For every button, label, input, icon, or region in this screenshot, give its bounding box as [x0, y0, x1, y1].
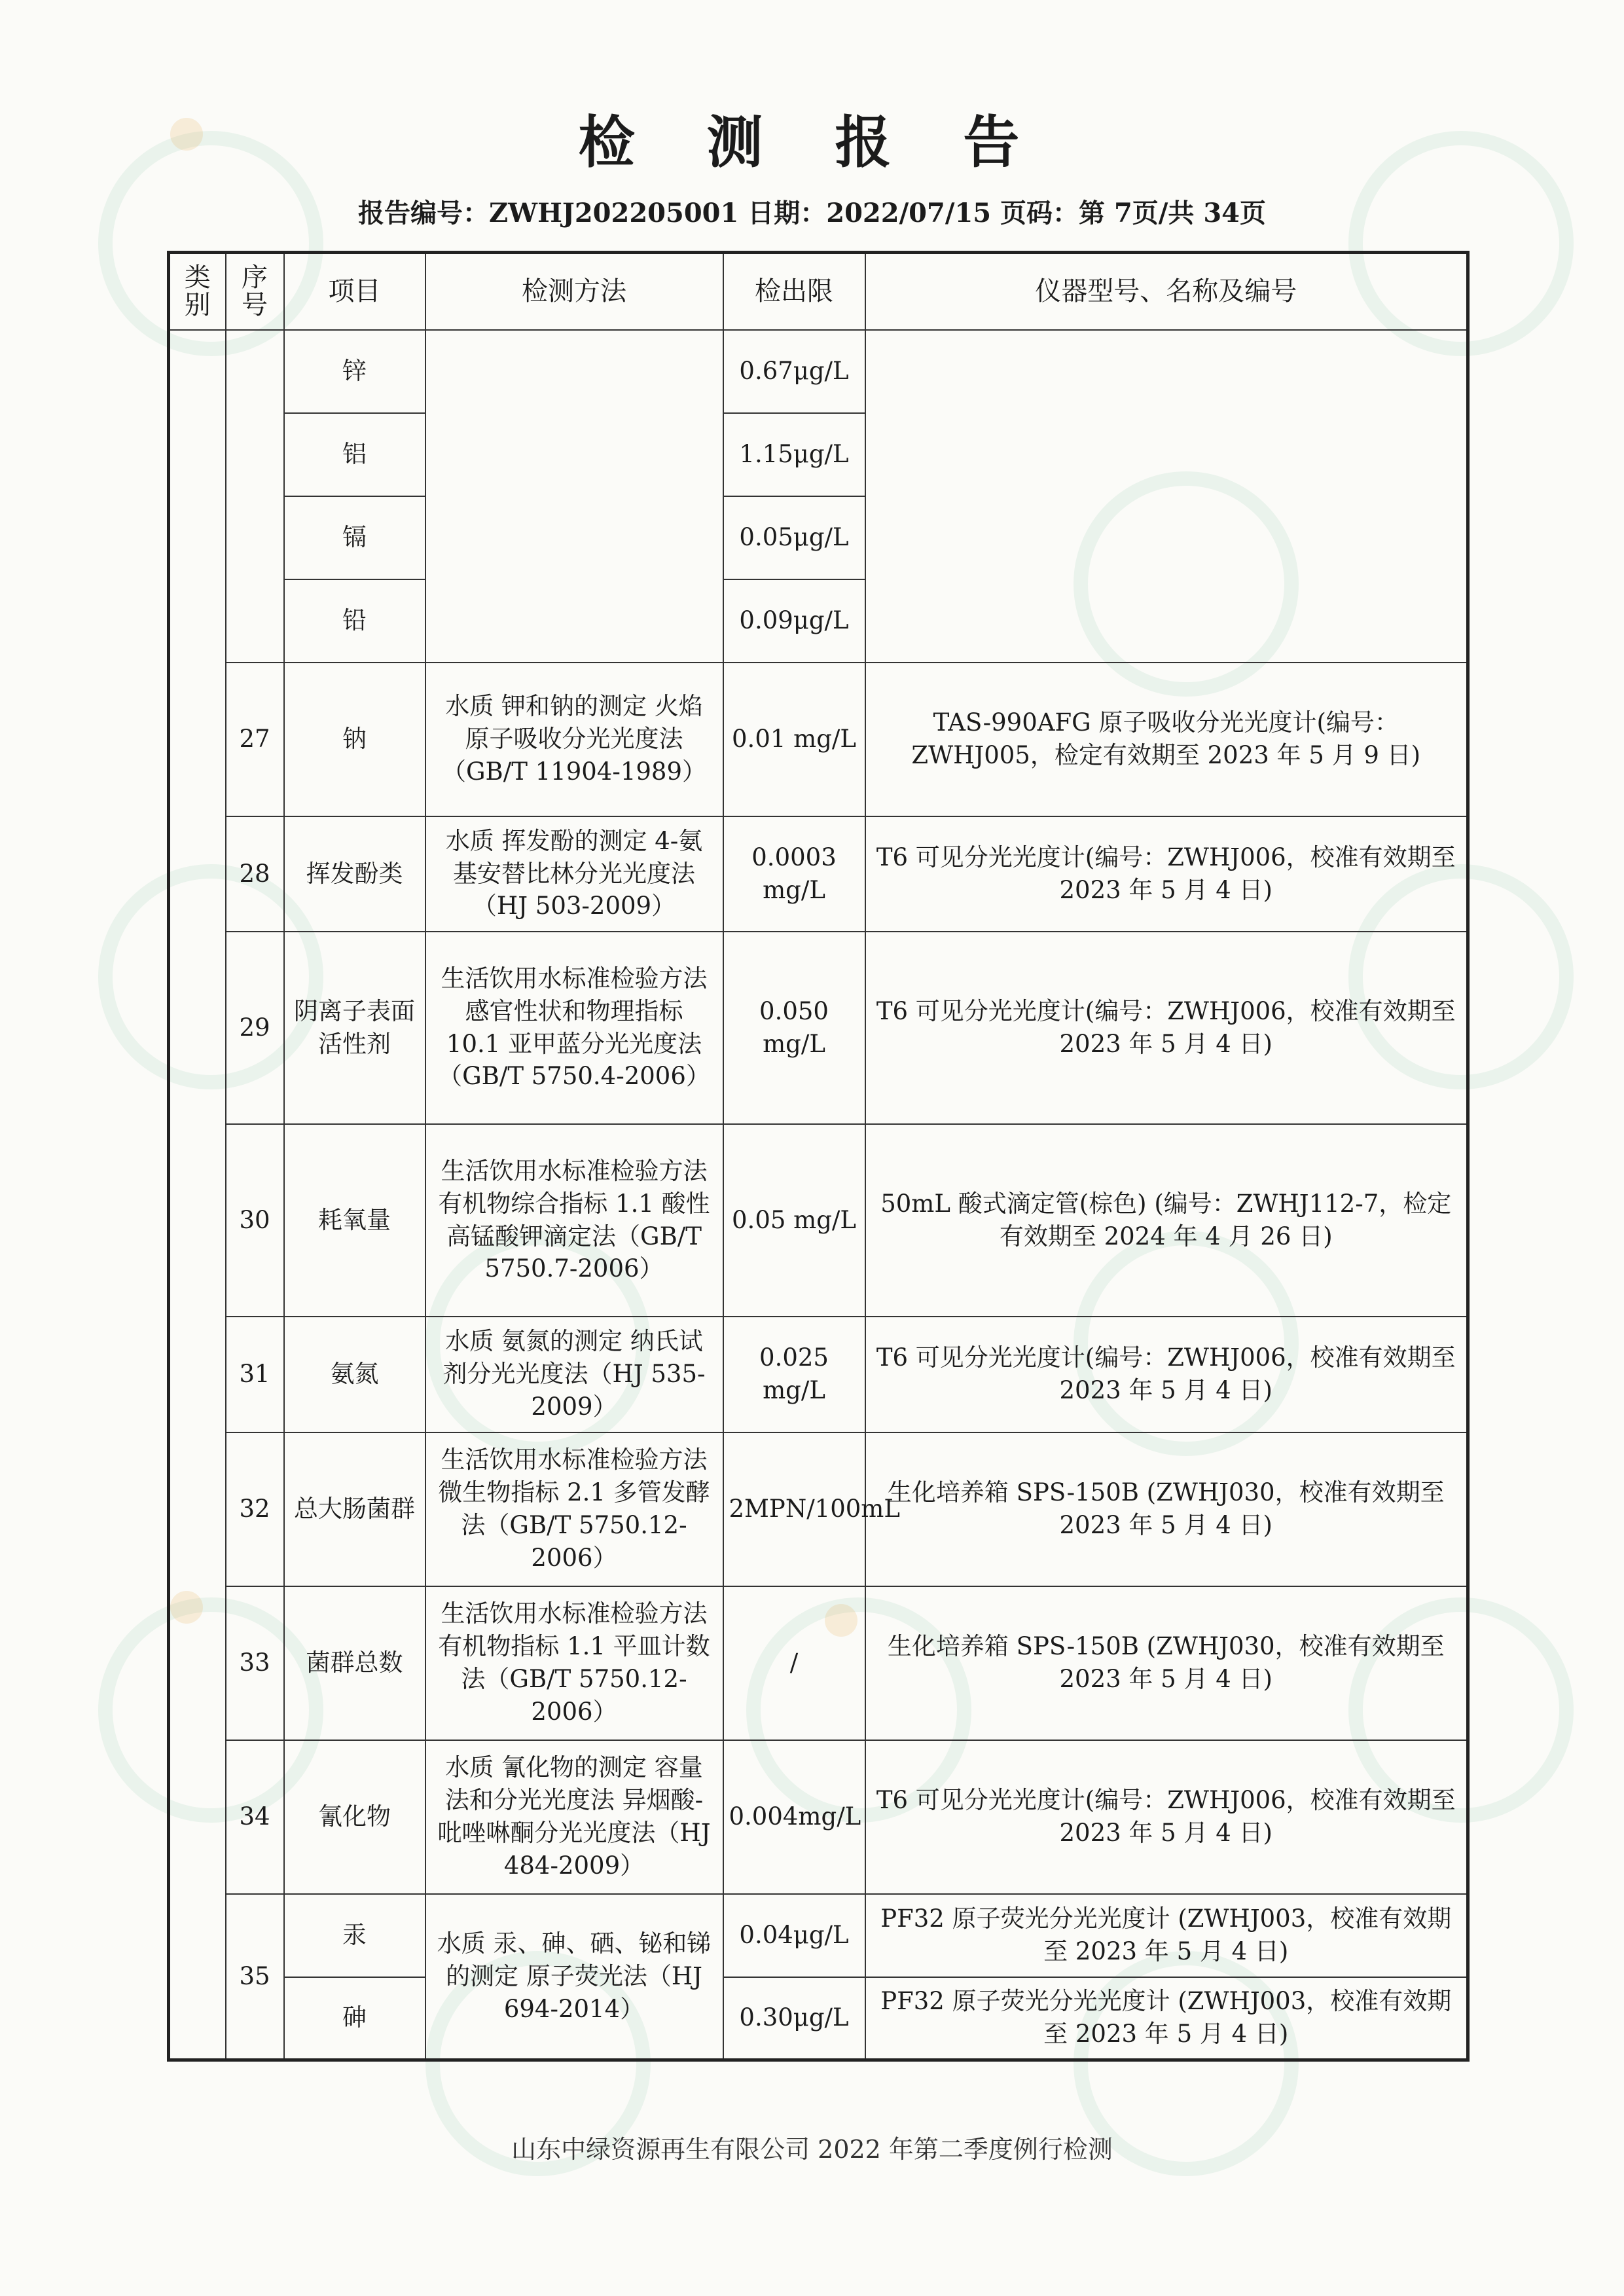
- item-cell: 汞: [284, 1894, 425, 1977]
- instrument-cell: 50mL 酸式滴定管(棕色) (编号：ZWHJ112-7，检定有效期至 2024 年 4 月 26 日): [865, 1124, 1468, 1317]
- seq-cell: 31: [226, 1317, 284, 1432]
- table-row: [169, 1586, 1468, 1740]
- method-cell: 生活饮用水标准检验方法 有机物综合指标 1.1 酸性高锰酸钾滴定法（GB/T 5750.7-2006）: [425, 1124, 723, 1317]
- item-cell: 铅: [284, 579, 425, 663]
- limit-cell: 0.30μg/L: [723, 1977, 865, 2060]
- table-row: [169, 1432, 1468, 1586]
- table-row: [169, 1894, 1468, 1977]
- table-row: [169, 816, 1468, 932]
- item-cell: 耗氧量: [284, 1124, 425, 1317]
- method-cell: 水质 挥发酚的测定 4-氨基安替比林分光光度法（HJ 503-2009）: [425, 816, 723, 932]
- instrument-cell: T6 可见分光光度计(编号：ZWHJ006，校准有效期至 2023 年 5 月 4 日): [865, 932, 1468, 1124]
- instrument-cell: T6 可见分光光度计(编号：ZWHJ006，校准有效期至 2023 年 5 月 4 日): [865, 816, 1468, 932]
- seq-cell: 27: [226, 663, 284, 816]
- report-meta-line: 报告编号：ZWHJ202205001 日期：2022/07/15 页码：第 7页/共 34页: [357, 198, 1266, 228]
- instrument-cell: T6 可见分光光度计(编号：ZWHJ006，校准有效期至 2023 年 5 月 4 日): [865, 1740, 1468, 1894]
- method-cell: 水质 氰化物的测定 容量法和分光光度法 异烟酸-吡唑啉酮分光光度法（HJ 484-2009）: [425, 1740, 723, 1894]
- item-cell: 铝: [284, 413, 425, 496]
- item-cell: 菌群总数: [284, 1586, 425, 1740]
- limit-cell: 0.01 mg/L: [723, 663, 865, 816]
- item-cell: 总大肠菌群: [284, 1432, 425, 1586]
- seq-cell: 29: [226, 932, 284, 1124]
- method-cell: 生活饮用水标准检验方法 微生物指标 2.1 多管发酵法（GB/T 5750.12-2006）: [425, 1432, 723, 1586]
- limit-cell: 1.15μg/L: [723, 413, 865, 496]
- item-cell: 阴离子表面活性剂: [284, 932, 425, 1124]
- item-cell: 砷: [284, 1977, 425, 2060]
- report-table: [167, 251, 1470, 2062]
- page-footer: 山东中绿资源再生有限公司 2022 年第二季度例行检测: [511, 2135, 1113, 2164]
- header-method: 检测方法: [425, 253, 723, 330]
- method-cell: 生活饮用水标准检验方法 有机物指标 1.1 平皿计数法（GB/T 5750.12-2006）: [425, 1586, 723, 1740]
- item-cell: 镉: [284, 496, 425, 579]
- item-cell: 钠: [284, 663, 425, 816]
- seq-cell: 34: [226, 1740, 284, 1894]
- limit-cell: 2MPN/100mL: [723, 1432, 865, 1586]
- limit-cell: 0.025 mg/L: [723, 1317, 865, 1432]
- header-item: 项目: [284, 253, 425, 330]
- method-cell: 生活饮用水标准检验方法 感官性状和物理指标 10.1 亚甲蓝分光光度法（GB/T 5750.4-2006）: [425, 932, 723, 1124]
- seq-cell: 28: [226, 816, 284, 932]
- method-cell: [425, 330, 723, 663]
- table-row: [169, 663, 1468, 816]
- limit-cell: 0.05 mg/L: [723, 1124, 865, 1317]
- seq-cell: 30: [226, 1124, 284, 1317]
- limit-cell: 0.050 mg/L: [723, 932, 865, 1124]
- table-row: [169, 1740, 1468, 1894]
- table-row: [169, 932, 1468, 1124]
- instrument-cell: T6 可见分光光度计(编号：ZWHJ006，校准有效期至 2023 年 5 月 4 日): [865, 1317, 1468, 1432]
- item-cell: 锌: [284, 330, 425, 413]
- method-cell: 水质 钾和钠的测定 火焰原子吸收分光光度法（GB/T 11904-1989）: [425, 663, 723, 816]
- limit-cell: /: [723, 1586, 865, 1740]
- limit-cell: 0.0003 mg/L: [723, 816, 865, 932]
- report-title: 检 测 报 告: [578, 110, 1046, 175]
- limit-cell: 0.67μg/L: [723, 330, 865, 413]
- category-cell: [169, 330, 226, 2060]
- item-cell: 氰化物: [284, 1740, 425, 1894]
- table-row: [169, 1317, 1468, 1432]
- item-cell: 挥发酚类: [284, 816, 425, 932]
- instrument-cell: PF32 原子荧光分光光度计 (ZWHJ003，校准有效期至 2023 年 5 月 4 日): [865, 1894, 1468, 1977]
- method-cell: 水质 汞、砷、硒、铋和锑的测定 原子荧光法（HJ 694-2014）: [425, 1894, 723, 2060]
- seq-cell: 32: [226, 1432, 284, 1586]
- instrument-cell: 生化培养箱 SPS-150B (ZWHJ030，校准有效期至 2023 年 5 月 4 日): [865, 1586, 1468, 1740]
- seq-cell: [226, 330, 284, 663]
- table-row: [169, 1124, 1468, 1317]
- seq-cell: 33: [226, 1586, 284, 1740]
- header-category: 类别: [169, 253, 226, 330]
- instrument-cell: TAS-990AFG 原子吸收分光光度计(编号：ZWHJ005，检定有效期至 2023 年 5 月 9 日): [865, 663, 1468, 816]
- item-cell: 氨氮: [284, 1317, 425, 1432]
- table-header-row: [169, 253, 1468, 330]
- instrument-cell: PF32 原子荧光分光光度计 (ZWHJ003，校准有效期至 2023 年 5 月 4 日): [865, 1977, 1468, 2060]
- limit-cell: 0.09μg/L: [723, 579, 865, 663]
- instrument-cell: [865, 330, 1468, 663]
- header-instrument: 仪器型号、名称及编号: [865, 253, 1468, 330]
- table-row: [169, 1977, 1468, 2060]
- limit-cell: 0.04μg/L: [723, 1894, 865, 1977]
- header-limit: 检出限: [723, 253, 865, 330]
- instrument-cell: 生化培养箱 SPS-150B (ZWHJ030，校准有效期至 2023 年 5 月 4 日): [865, 1432, 1468, 1586]
- limit-cell: 0.004mg/L: [723, 1740, 865, 1894]
- header-seq: 序号: [226, 253, 284, 330]
- method-cell: 水质 氨氮的测定 纳氏试剂分光光度法（HJ 535-2009）: [425, 1317, 723, 1432]
- seq-cell: 35: [226, 1894, 284, 2060]
- limit-cell: 0.05μg/L: [723, 496, 865, 579]
- table-row: [169, 330, 1468, 413]
